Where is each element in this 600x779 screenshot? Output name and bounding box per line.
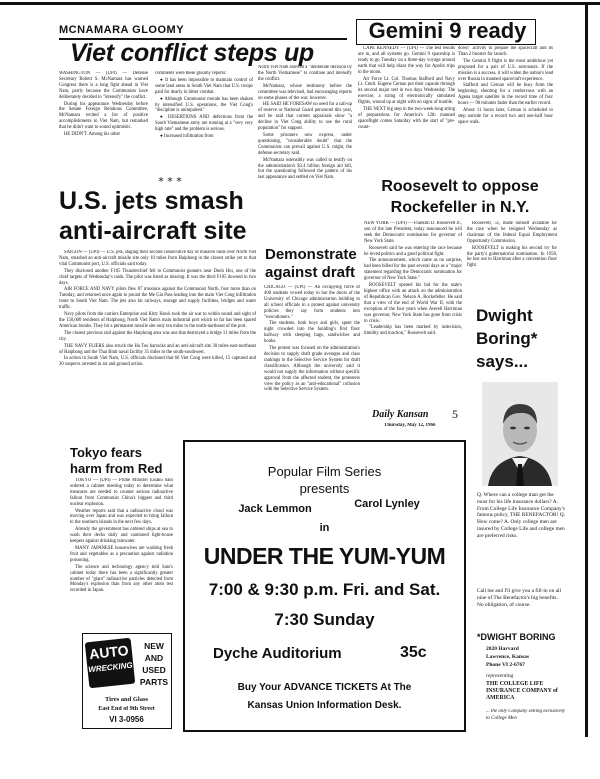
tokyo-p2: Weather reports said that a radioactive cloud was moving over Japan and was expected to bring fallout to the southern islands in the next few days. <box>70 508 173 526</box>
section-label: MCNAMARA GLOOMY <box>59 24 185 36</box>
roosevelt-r2: ROOSEVELT is making his second try for the party's gubernatorial nomination. In 1958, he lost out to Harriman after a convention floor fight. <box>467 245 557 269</box>
film-line1: Popular Film Series <box>267 464 382 479</box>
tokyo-p1: TOKYO — (UPI) — Prime Minister Eisaku Sato ordered a cabinet meeting today to determine what measures are needed to counter serious radioactive fallout from Communist China's biggest and third nuclear explosion. <box>70 478 173 507</box>
boring-addr1: 2020 Harvard <box>486 646 519 652</box>
jets-body <box>59 250 256 442</box>
auto-right-text: NEW AND USED PARTS <box>139 641 169 687</box>
viet-col2 <box>155 71 253 175</box>
gemini-p6: Stafford and Cernan will be busy from the beginning, shooting for a rendezvous with an Agena target satellite in the record time of four hours — 90 minutes faster than the earlier record. <box>458 83 553 107</box>
draft-p2: The students, both boys and girls, spent the night crowded into the building's first floor hallway with sleeping bags, sandwiches and books. <box>264 321 360 345</box>
jets-p3: AIR FORCE AND NAVY pilots flew 87 missions against the Communist North, four more than on Tuesday, and returned once again to pound the Me Gia Pass leading into the main Viet Cong infiltration route to South Viet Nam. The jets also hit railways, storage and supply facilities, bridges and water traffic. <box>59 287 256 311</box>
viet-col2-b3: ● DESERTIONS AND defections from the South Vietnamese army are running at a "very very high rate" and the problem is serious. <box>155 115 253 133</box>
viet-p2: During his appearance Wednesday before the Senate Foreign Relations Committee, McNamara recited a list of positive accomplishments in Viet Nam, but remarked that he didn't want to sound optimistic. <box>59 101 148 131</box>
boring-closing: Call me and I'll give you a fill-in on all nine of The Benefactor's big benefits. No obligation, of course. <box>477 588 562 608</box>
viet-col3-p5: McNamara ostensibly was called to testify on the administration's $3.4 billion foreign aid bill, but the questioning followed the pattern of his last appearance and settled on Viet Nam. <box>258 157 352 181</box>
boring-qa: Q. Where can a college man get the most for his life insurance dollars? A. From College Life Insurance Company's famous policy, THE BENEFACTOR! Q. How come? A. Only college men are insured by College Life and college men are preferred risks. <box>477 492 565 539</box>
jets-p1: SAIGON — (UPI) — U.S. jets, staging their second consecutive day of massive raids over North Viet Nam, smashed an anti-aircraft missile site only 10 miles from Haiphong in the closest strike yet to that vital Communist port, U.S. officials said today. <box>59 250 256 267</box>
gemini-col1 <box>358 46 455 166</box>
auto-phone: VI 3-0956 <box>109 715 144 724</box>
auto-logo-line2: WRECKING <box>87 660 134 675</box>
boring-portrait <box>482 382 558 486</box>
tokyo-headline: Tokyo fears harm from Red <box>70 445 163 476</box>
film-footer1: Buy Your ADVANCE TICKETS At The <box>237 682 412 693</box>
gemini-col2 <box>458 46 553 166</box>
roosevelt-col2 <box>467 221 557 281</box>
roosevelt-p2: Roosevelt said he was entering the race because he loved politics and a good political fight. <box>364 245 462 257</box>
jets-p2: They disclosed another F105 Thunderchief fell to Communist gunners near Donh Hoi, one of the chief targets of Wednesday's raids. The pilot was listed as missing. It was the third F105 downed in two days. <box>59 268 256 286</box>
viet-col3-p2: McNamara, whose testimony before the committee was televised, had encouraging reports on some phases of the war, however. <box>258 83 352 101</box>
page-frame-right <box>585 2 588 737</box>
boring-tag: ... the only Company selling exclusively to College Men <box>486 709 566 721</box>
gemini-p4: down" activity to prepare the spacecraft and its Titan 2 booster for launch. <box>458 46 553 57</box>
masthead-date: Thursday, May 12, 1966 <box>384 423 436 428</box>
boring-name: *DWIGHT BORING <box>477 632 556 642</box>
boring-line1: Dwight <box>476 306 533 325</box>
jets-p6: THE NAVY FLIERS also struck the Ha Tou barracks and an anti-aircraft site 30 miles east-northeast of Haiphong and the Thai Binh naval facility 35 miles to the south-southwest. <box>59 343 256 355</box>
jets-p5: The closest previous raid against the Haiphong area was one that destroyed a bridge 11 miles from the city. <box>59 330 256 342</box>
gemini-p3: THE NEXT big step in the two-week-long string of preparations for America's 12th manned spaceflight comes Saturday with the start of "pre-count- <box>358 107 455 130</box>
film-footer2: Kansas Union Information Desk. <box>247 700 402 711</box>
tokyo-p3: Already the government has ordered ships at sea to wash their decks daily and cautioned light-house keepers against drinking rainwater. <box>70 527 173 545</box>
roosevelt-headline: Roosevelt to oppose Rockefeller in N.Y. <box>381 178 539 216</box>
tokyo-p5: The science and technology agency told Sato's cabinet today there has been a significantly greater number of "giant" radioactive particles detected from Monday's explosion than from any other atom test recorded in Japan. <box>70 564 173 594</box>
masthead-name: Daily Kansan <box>372 409 429 420</box>
film-times: 7:00 & 9:30 p.m. Fri. and Sat. <box>208 580 441 599</box>
viet-col3-p1: North Viet Nam showed a "deliberate decision by the North Vietnamese" to continue and intensify the conflict. <box>258 65 352 82</box>
gemini-p2: Air Force Lt. Col. Thomas Stafford and Navy Lt. Cmdr. Eugene Cernan put their capsule through its second major test in two days Wednesday. The exercise, a string of electronically simulated flights, wound up at night with no signs of trouble. <box>358 76 455 106</box>
viet-col2-p1: comments were these gloomy reports: <box>155 71 227 76</box>
boring-addr2: Lawrence, Kansas <box>486 654 529 660</box>
roosevelt-p4: ROOSEVELT opened his bid for the state's highest office with an attack on the administration of Republican Gov. Nelson A. Rockefeller. He said that a view of the end of World War II, with the exception of the four years when Averell Harriman was governor, New York State has gone from crisis to crisis. <box>364 283 462 324</box>
boring-phone: Phone VI 2-6767 <box>486 662 526 668</box>
viet-headline: Viet conflict steps up <box>70 39 314 67</box>
masthead-page: 5 <box>452 407 458 421</box>
jets-p7: In action in South Viet Nam, U.S. officials disclosed that 66 Viet Cong were killed, 15 captured and 30 suspects arrested in air and ground action. <box>59 356 256 368</box>
boring-rep: representing <box>486 673 514 679</box>
roosevelt-p5: "Leadership has been marked by indecision, timidity and inaction," Roosevelt said. <box>364 325 462 337</box>
viet-col3-p3: HE SAID HE FORESAW no need for a call-up of reserve or National Guard personnel this year, and he said that current appraisals show "a decline in Viet Cong ability to use the rural population" for support. <box>258 102 352 132</box>
viet-col2-b4: ● Increased infiltration from <box>160 134 214 140</box>
draft-p3: The protest was focused on the administration's decision to supply draft grade averages and class rankings to the Selective Service System for draft classification. Although the university said it would not supply the information without specific approval from the affected student, the protesters view the policy as an "anti-educational" collusion with the Selective Service System. <box>264 346 360 393</box>
film-sunday: 7:30 Sunday <box>274 610 375 629</box>
viet-p3: HE DIDN'T. Among his other <box>64 132 121 138</box>
film-actor2: Carol Lynley <box>354 498 420 510</box>
draft-p1: CHICAGO — (UPI) — An occupying force of 400 students vowed today to bar the doors of the University of Chicago administration building to all school officials in a protest against university policies they say form students into "executioners." <box>264 285 360 320</box>
tokyo-p4: MANY JAPANESE housewives are washing fresh fruit and vegetables as a precaution against radiation poisoning. <box>70 545 173 563</box>
viet-col3 <box>258 65 352 243</box>
gemini-p5: The Gemini 9 flight is the most ambitious yet proposed for a pair of U.S. astronauts. If the mission is a success, it will widen the nation's lead over Russia in manned spacecraft experience. <box>458 58 553 82</box>
portrait-right-eye <box>524 427 530 430</box>
auto-line2: East End of 9th Street <box>98 706 155 712</box>
auto-logo <box>85 638 136 689</box>
page-frame-top <box>0 2 600 5</box>
boring-line3: says... <box>476 352 528 371</box>
tokyo-body <box>70 478 173 628</box>
film-line2: presents <box>299 481 350 496</box>
boring-line2: Boring* <box>476 329 538 348</box>
film-venue: Dyche Auditorium <box>213 645 342 662</box>
gemini-p7: About 11 hours later, Cernan is scheduled to step outside for a record two and one-half hour space walk. <box>458 108 553 125</box>
auto-line1: Tires and Glass <box>104 696 149 703</box>
roosevelt-col1 <box>364 221 462 408</box>
viet-col2-b1: ● It has been impossible to maintain control of some land areas in South Viet Nam that U.S. troops paid for dearly in bitter combat. <box>155 77 253 95</box>
gemini-headline: Gemini 9 ready <box>368 18 527 43</box>
film-actor1: Jack Lemmon <box>238 503 312 515</box>
roosevelt-p1: NEW YORK — (UPI) — Franklin D. Roosevelt Jr., son of the late President, today announced he will seek the Democratic nomination for governor of New York State. <box>364 221 462 244</box>
jets-p4: Navy pilots from the carriers Enterprise and Kitty Hawk took the air war to within sound and sight of the 150,000 residents of Haiphong, North Viet Nam's main industrial port which so far has been spared American bombs. They hit a permanent missile site only ten miles to the north-northeast of the port. <box>59 312 256 329</box>
jets-headline: U.S. jets smash anti-aircraft site <box>59 187 247 245</box>
draft-headline: Demonstrate against draft <box>265 246 357 281</box>
viet-col3-p4: Some prisoners now express, under questioning, "considerable doubt" that the Communists can prevail against U.S. might, the defense secretary said. <box>258 132 352 156</box>
viet-p1: WASHINGTON — (UPI) — Defense Secretary Robert S. McNamara has warned Congress there is a long fight ahead in Viet Nam, partly because the Communists have deliberately decided to "intensify" the conflict. <box>59 71 148 100</box>
auto-logo-line1: AUTO <box>88 642 130 663</box>
roosevelt-p3: The announcement, which came as no surprise, had been billed for the past several days as a "major statement regarding the Democratic nomination for governor of New York State." <box>364 258 462 282</box>
auto-ad <box>82 633 172 729</box>
viet-col1 <box>59 71 148 173</box>
draft-body <box>264 285 360 435</box>
film-ad <box>183 440 466 732</box>
boring-company: THE COLLEGE LIFE INSURANCE COMPANY of AMERICA <box>486 681 558 701</box>
roosevelt-r1: Roosevelt, 51, made himself available for the race when he resigned Wednesday as chairman of the federal Equal Employment Opportunity Commission. <box>467 221 557 244</box>
jets-stars: * * * <box>158 175 182 187</box>
portrait-left-eye <box>510 427 516 430</box>
film-title: UNDER THE YUM-YUM <box>203 543 446 569</box>
film-in: in <box>319 522 330 534</box>
gemini-p1: CAPE KENNEDY — (UPI) — The test results are in, and all systems go. Gemini 9 spaceship is ready to go Tuesday on a three-day voyage around earth that will help blaze the way for Apollo trips to the moon. <box>358 46 455 75</box>
film-price: 35c <box>400 644 427 661</box>
viet-col2-b2: ● Although Communist morale has been shaken by intensified U.S. operations, the Viet Cong's "discipline is unimpaired." <box>155 96 253 114</box>
